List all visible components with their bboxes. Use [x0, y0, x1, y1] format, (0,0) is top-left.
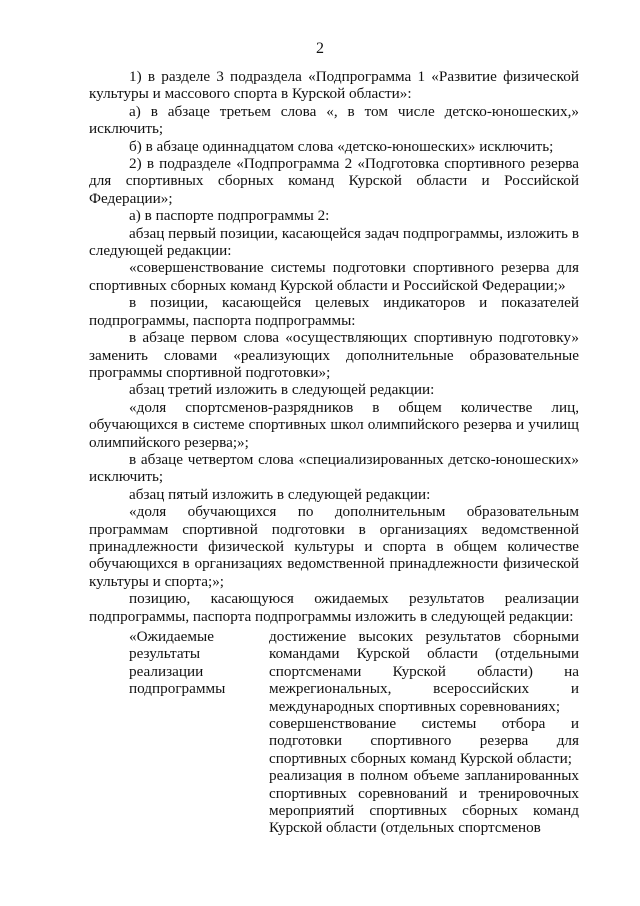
paragraph: 2) в подразделе «Подпрограмма 2 «Подготовка спортивного резерва для спортивных сборных команд Курской области и Российской Федерации»;	[89, 155, 579, 207]
paragraph: абзац пятый изложить в следующей редакции:	[129, 485, 431, 503]
table-value: совершенствование системы отбора и подготовки спортивного резерва для спортивных сборных команд Курской области;	[269, 715, 579, 767]
paragraph: а) в паспорте подпрограммы 2:	[129, 207, 330, 225]
document-body	[89, 68, 579, 837]
paragraph: в абзаце четвертом слова «специализированных детско-юношеских» исключить;	[89, 450, 579, 486]
results-table	[89, 628, 579, 837]
paragraph: «совершенствование системы подготовки спортивного резерва для спортивных сборных команд Курской области и Российской Федерации;»	[89, 259, 579, 294]
table-value-cell	[269, 628, 579, 837]
paragraph: в позиции, касающейся целевых индикаторов и показателей подпрограммы, паспорта подпрограммы:	[89, 294, 579, 329]
table-label-line: «Ожидаемые	[129, 628, 214, 645]
paragraph: абзац первый позиции, касающейся задач подпрограммы, изложить в следующей редакции:	[89, 224, 579, 260]
paragraph: «доля обучающихся по дополнительным образовательным программам спортивной подготовки в организациях ведомственной принадлежности физической культуры и спорта в общем количестве обучающихся в организациях ведомственной принадлежности физической культуры и спорта;»;	[89, 503, 579, 590]
paragraph: 1) в разделе 3 подраздела «Подпрограмма 1 «Развитие физической культуры и массового спорта в Курской области»:	[89, 68, 579, 103]
paragraph: «доля спортсменов-разрядников в общем количестве лиц, обучающихся в системе спортивных школ олимпийского резерва и училищ олимпийского резерва;»;	[89, 398, 579, 451]
paragraph: позицию, касающуюся ожидаемых результатов реализации подпрограммы, паспорта подпрограммы изложить в следующей редакции:	[89, 590, 579, 625]
table-value: реализация в полном объеме запланированных спортивных соревнований и тренировочных мероприятий спортивных сборных команд Курской области (отдельных спортсменов	[269, 767, 579, 837]
paragraph: в абзаце первом слова «осуществляющих спортивную подготовку» заменить словами «реализующих дополнительные образовательные программы спортивной подготовки»;	[89, 329, 579, 381]
table-label-line: реализации	[129, 662, 204, 680]
table-label-cell	[89, 628, 269, 837]
table-label-line: результаты	[129, 645, 201, 663]
page-number: 2	[316, 40, 324, 57]
paragraph: абзац третий изложить в следующей редакции:	[129, 381, 435, 399]
paragraph: б) в абзаце одиннадцатом слова «детско-юношеских» исключить;	[129, 137, 554, 155]
paragraph: а) в абзаце третьем слова «, в том числе детско-юношеских,» исключить;	[89, 102, 579, 138]
table-value: достижение высоких результатов сборными командами Курской области (отдельными спортсменами Курской области) на межрегиональных, всероссийских и международных спортивных соревнованиях;	[269, 628, 579, 715]
table-label-line: подпрограммы	[129, 680, 226, 698]
